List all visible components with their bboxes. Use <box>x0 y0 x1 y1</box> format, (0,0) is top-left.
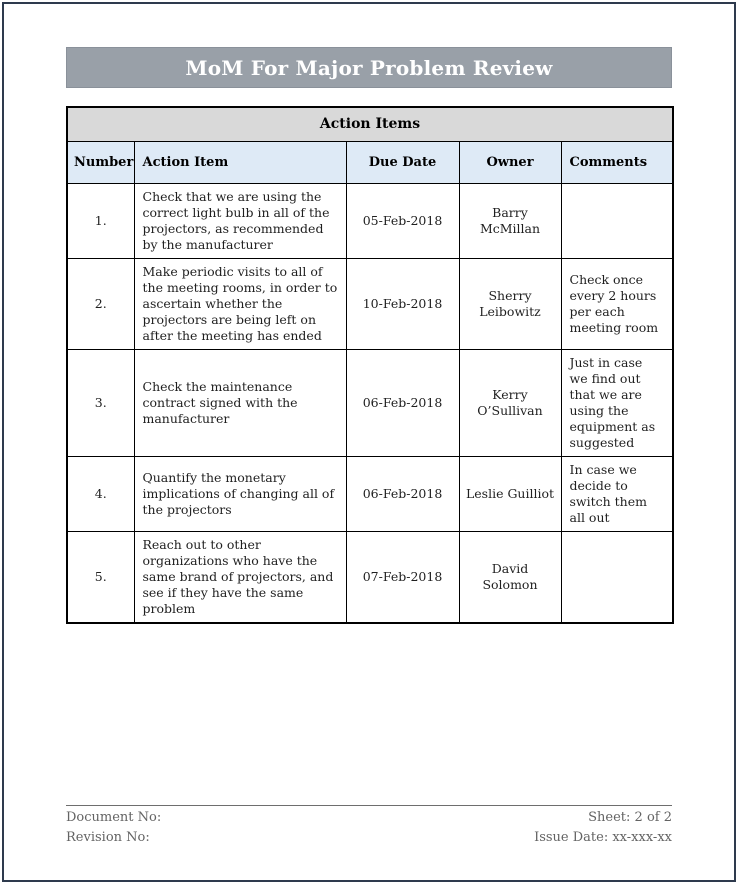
cell-comments <box>561 183 673 258</box>
cell-due-date: 05-Feb-2018 <box>346 183 459 258</box>
table-row <box>67 258 673 349</box>
issue-date-label: Issue Date: xx-xxx-xx <box>534 830 672 846</box>
col-header-comments: Comments <box>561 141 673 183</box>
cell-number: 1. <box>67 183 134 258</box>
table-row <box>67 456 673 531</box>
document-title-bar <box>66 47 672 88</box>
col-header-due-date: Due Date <box>346 141 459 183</box>
cell-due-date: 06-Feb-2018 <box>346 349 459 456</box>
cell-number: 2. <box>67 258 134 349</box>
section-title-row <box>67 107 673 141</box>
table-row <box>67 531 673 623</box>
sheet-label: Sheet: 2 of 2 <box>588 810 672 825</box>
cell-comments: Just in case we find out that we are using the equipment as suggested <box>561 349 673 456</box>
col-header-action-item: Action Item <box>134 141 346 183</box>
cell-action-item: Make periodic visits to all of the meeting rooms, in order to ascertain whether the projectors are being left on after the meeting has ended <box>134 258 346 349</box>
cell-number: 3. <box>67 349 134 456</box>
cell-due-date: 06-Feb-2018 <box>346 456 459 531</box>
cell-owner: Sherry Leibowitz <box>459 258 561 349</box>
revision-no-label: Revision No: <box>66 830 150 846</box>
table-header-row <box>67 141 673 183</box>
cell-action-item: Check the maintenance contract signed with the manufacturer <box>134 349 346 456</box>
cell-number: 5. <box>67 531 134 623</box>
cell-action-item: Quantify the monetary implications of changing all of the projectors <box>134 456 346 531</box>
footer-right <box>534 808 672 848</box>
page-title: MoM For Major Problem Review <box>185 55 553 80</box>
cell-comments: In case we decide to switch them all out <box>561 456 673 531</box>
action-items-body <box>67 183 673 623</box>
cell-owner: Barry McMillan <box>459 183 561 258</box>
cell-action-item: Check that we are using the correct light bulb in all of the projectors, as recommended by the manufacturer <box>134 183 346 258</box>
cell-owner: David Solomon <box>459 531 561 623</box>
cell-comments <box>561 531 673 623</box>
cell-owner: Leslie Guilliot <box>459 456 561 531</box>
action-items-table <box>66 106 674 624</box>
cell-number: 4. <box>67 456 134 531</box>
section-title: Action Items <box>67 107 673 141</box>
cell-comments: Check once every 2 hours per each meeting room <box>561 258 673 349</box>
page-footer <box>66 805 672 848</box>
footer-left <box>66 808 161 848</box>
table-row <box>67 349 673 456</box>
col-header-owner: Owner <box>459 141 561 183</box>
document-no-label: Document No: <box>66 810 162 825</box>
cell-due-date: 07-Feb-2018 <box>346 531 459 623</box>
cell-due-date: 10-Feb-2018 <box>346 258 459 349</box>
cell-owner: Kerry O’Sullivan <box>459 349 561 456</box>
col-header-number: Number <box>67 141 134 183</box>
cell-action-item: Reach out to other organizations who have the same brand of projectors, and see if they have the same problem <box>134 531 346 623</box>
table-row <box>67 183 673 258</box>
